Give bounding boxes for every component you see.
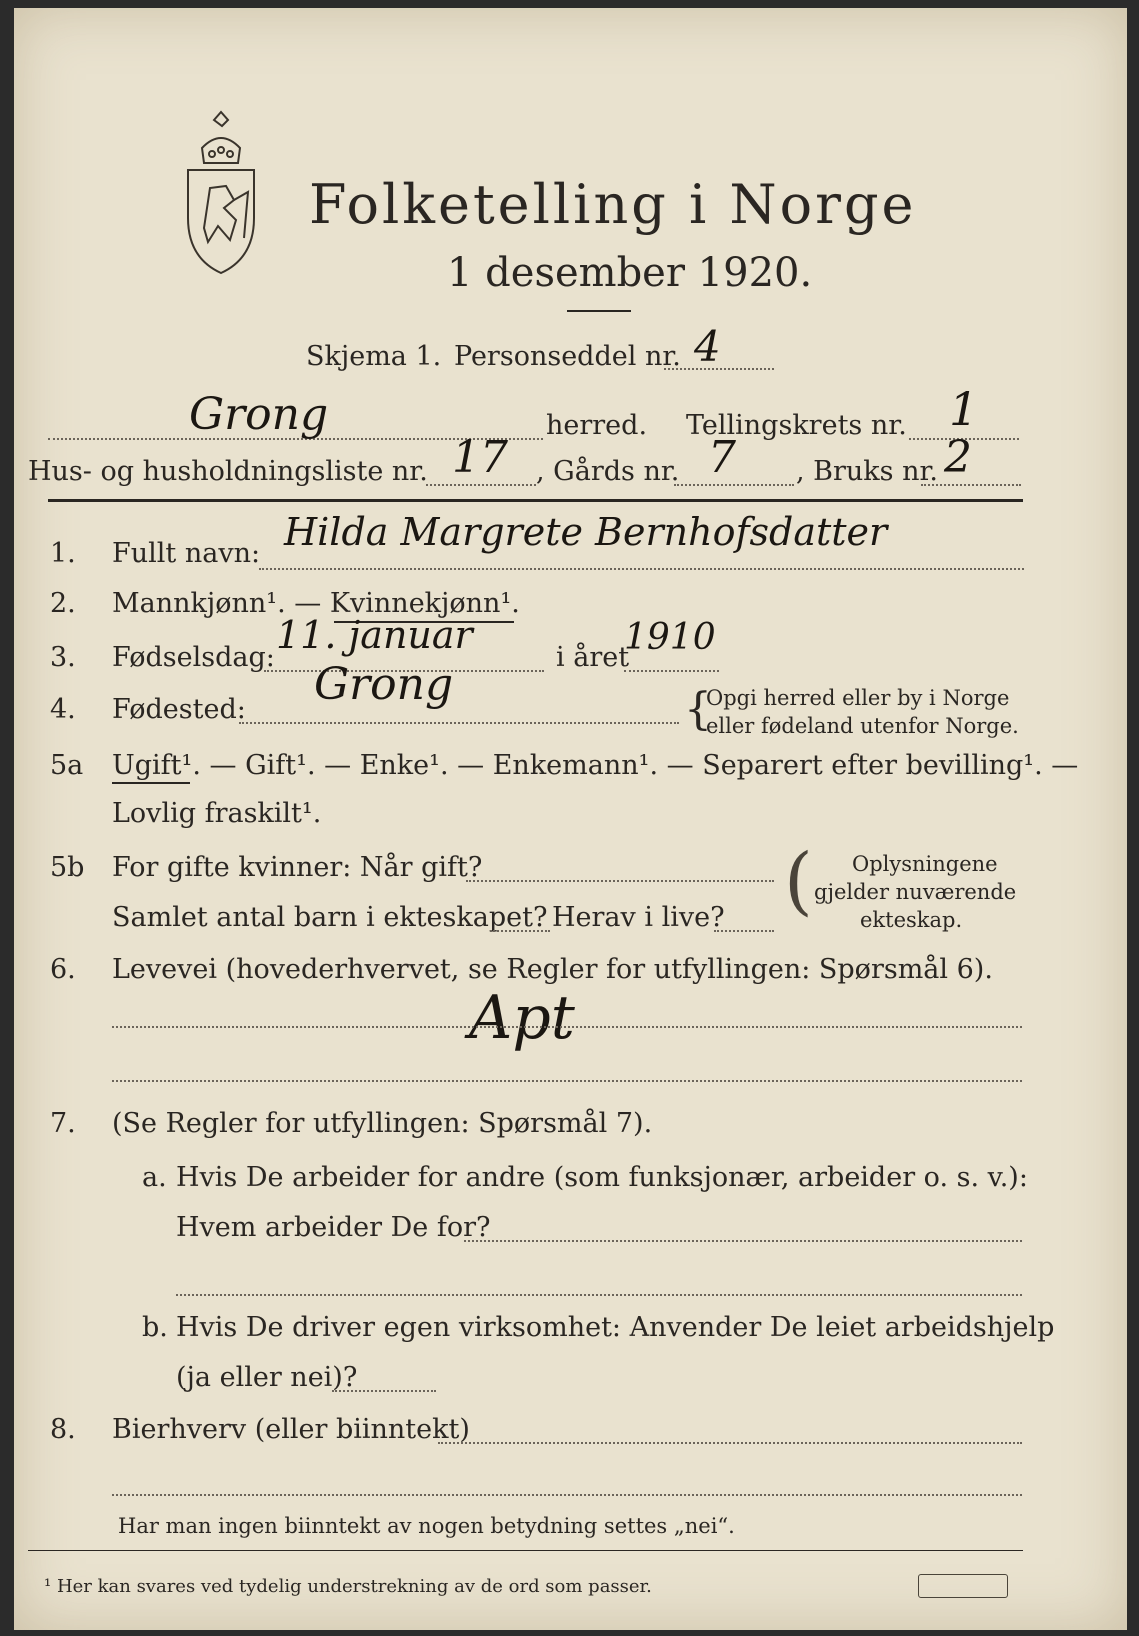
bruks-value: 2 xyxy=(944,432,972,483)
q7b-label-2: (ja eller nei)? xyxy=(176,1362,358,1393)
gards-value: 7 xyxy=(708,432,736,483)
q4-line xyxy=(239,722,679,724)
q5b-label: For gifte kvinner: Når gift? xyxy=(112,852,483,883)
q1-label: Fullt navn: xyxy=(112,538,261,569)
q1-value: Hilda Margrete Bernhofsdatter xyxy=(284,510,888,554)
q8-label: Bierhverv (eller biinntekt) xyxy=(112,1414,470,1445)
personseddel-value: 4 xyxy=(694,322,721,371)
q6-value: Apt xyxy=(469,983,575,1053)
q4-note-2: eller fødeland utenfor Norge. xyxy=(706,714,1019,738)
q7a-line-1 xyxy=(464,1240,1022,1242)
coat-of-arms-icon xyxy=(174,108,269,278)
q7a-number: a. xyxy=(142,1162,167,1193)
q2-number: 2. xyxy=(50,588,76,619)
q8-line-1 xyxy=(438,1442,1022,1444)
q4-label: Fødested: xyxy=(112,694,246,725)
q5b-number: 5b xyxy=(50,852,85,883)
q8-number: 8. xyxy=(50,1414,76,1445)
schema-label: Skjema 1. xyxy=(306,341,442,372)
q4-number: 4. xyxy=(50,694,76,725)
bruks-label: , Bruks nr. xyxy=(796,456,939,487)
census-date: 1 desember 1920. xyxy=(447,250,813,296)
herred-value: Grong xyxy=(189,389,329,440)
footnote: ¹ Her kan svares ved tydelig understrekning av de ord som passer. xyxy=(44,1576,652,1597)
q5b-bracket: ( xyxy=(784,838,813,924)
q7b-number: b. xyxy=(142,1312,168,1343)
q6-label: Levevei (hovederhvervet, se Regler for utfyllingen: Spørsmål 6). xyxy=(112,954,993,985)
q4-brace: { xyxy=(684,684,712,735)
gards-label: , Gårds nr. xyxy=(536,456,680,487)
q5a-underline-ugift xyxy=(112,782,190,784)
q6-line-2 xyxy=(112,1080,1022,1082)
personseddel-label: Personseddel nr. xyxy=(454,341,681,372)
footer-note: Har man ingen biinntekt av nogen betydning settes „nei“. xyxy=(118,1514,735,1538)
q6-line-1 xyxy=(112,1026,1022,1028)
tellingskrets-value: 1 xyxy=(949,382,979,436)
hus-label: Hus- og husholdningsliste nr. xyxy=(28,456,428,487)
bruks-line xyxy=(921,484,1021,486)
footer-rule xyxy=(28,1550,1023,1551)
q5b-married-line xyxy=(466,880,774,882)
q4-value: Grong xyxy=(314,659,454,710)
census-form xyxy=(14,8,1127,1630)
hus-line xyxy=(426,484,536,486)
q7a-label-2: Hvem arbeider De for? xyxy=(176,1212,491,1243)
q5a-label-2: Lovlig fraskilt¹. xyxy=(112,798,322,829)
q7b-line xyxy=(332,1390,436,1392)
q5b-label-3: Herav i live? xyxy=(552,902,725,933)
header-rule xyxy=(48,499,1023,502)
q1-line xyxy=(259,568,1024,570)
q4-note-1: Opgi herred eller by i Norge xyxy=(706,686,1010,710)
q7a-label: Hvis De arbeider for andre (som funksjonær, arbeider o. s. v.): xyxy=(176,1162,1028,1193)
q5a-label: Ugift¹. — Gift¹. — Enke¹. — Enkemann¹. — Separert efter bevilling¹. — xyxy=(112,750,1079,781)
q8-line-2 xyxy=(112,1494,1022,1496)
q2-label: Mannkjønn¹. — Kvinnekjønn¹. xyxy=(112,588,520,619)
hus-value: 17 xyxy=(452,432,508,483)
q3-year-label: i året xyxy=(556,642,630,673)
q3-label: Fødselsdag: xyxy=(112,642,275,673)
q3-number: 3. xyxy=(50,642,76,673)
q6-number: 6. xyxy=(50,954,76,985)
q5b-note-3: ekteskap. xyxy=(860,908,963,932)
q3-year-value: 1910 xyxy=(624,617,716,658)
q5b-note-1: Oplysningene xyxy=(852,852,998,876)
q5b-children-line xyxy=(490,930,550,932)
title-divider xyxy=(567,310,631,312)
q5b-note-2: gjelder nuværende xyxy=(814,880,1017,904)
q3-value: 11. januar xyxy=(276,613,473,657)
printer-stamp-icon xyxy=(918,1574,1008,1598)
tellingskrets-label: Tellingskrets nr. xyxy=(686,410,907,441)
q7a-line-2 xyxy=(176,1294,1022,1296)
herred-label: herred. xyxy=(546,410,648,441)
q1-number: 1. xyxy=(50,538,76,569)
q7-label: (Se Regler for utfyllingen: Spørsmål 7). xyxy=(112,1108,653,1139)
form-title: Folketelling i Norge xyxy=(309,173,917,236)
q7b-label: Hvis De driver egen virksomhet: Anvender De leiet arbeidshjelp xyxy=(176,1312,1055,1343)
q5b-label-2: Samlet antal barn i ekteskapet? xyxy=(112,902,548,933)
gards-line xyxy=(674,484,794,486)
q5a-number: 5a xyxy=(50,750,84,781)
q5b-living-line xyxy=(714,930,774,932)
q3-year-line xyxy=(624,670,719,672)
q7-number: 7. xyxy=(50,1108,76,1139)
